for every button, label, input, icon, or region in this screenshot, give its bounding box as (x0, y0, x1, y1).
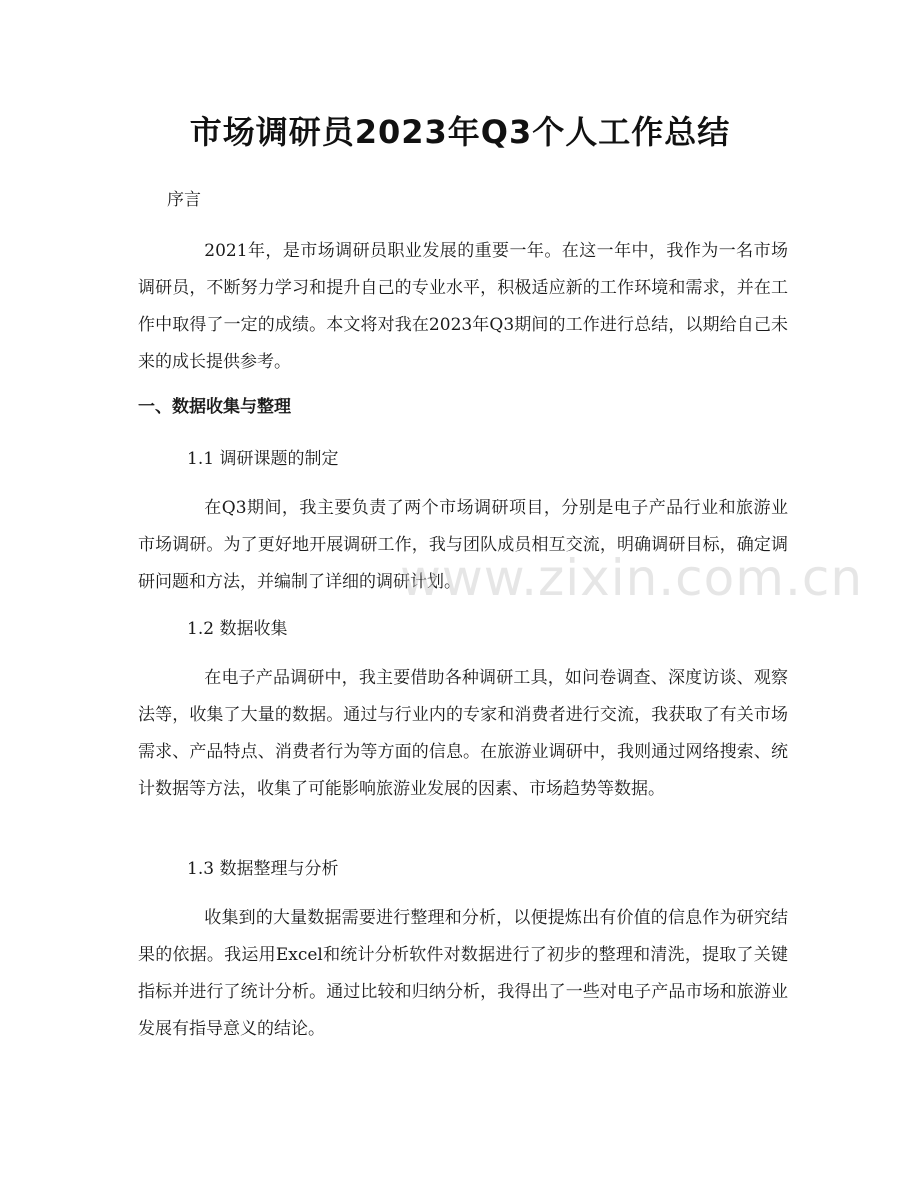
watermark-text: www.zixin.com.cn (400, 549, 864, 607)
subsection-paragraph-1-1: 在Q3期间，我主要负责了两个市场调研项目，分别是电子产品行业和旅游业市场调研。为了更好地开展调研工作，我与团队成员相互交流，明确调研目标，确定调研问题和方法，并编制了详细的调研计划。 (138, 498, 788, 592)
preface-paragraph: 2021年，是市场调研员职业发展的重要一年。在这一年中，我作为一名市场调研员，不断努力学习和提升自己的专业水平，积极适应新的工作环境和需求，并在工作中取得了一定的成绩。本文将对我在2023年Q3期间的工作进行总结，以期给自己未来的成长提供参考。 (138, 241, 788, 372)
subsection-heading-1-1: 1.1 调研课题的制定 (187, 449, 339, 469)
section-heading-data-collection: 一、数据收集与整理 (138, 397, 291, 417)
subsection-heading-1-3: 1.3 数据整理与分析 (187, 859, 339, 879)
subsection-heading-1-2: 1.2 数据收集 (187, 619, 288, 639)
preface-label: 序言 (167, 190, 201, 210)
document-title: 市场调研员2023年Q3个人工作总结 (189, 113, 731, 151)
subsection-paragraph-1-3: 收集到的大量数据需要进行整理和分析，以便提炼出有价值的信息作为研究结果的依据。我运用Excel和统计分析软件对数据进行了初步的整理和清洗，提取了关键指标并进行了统计分析。通过比较和归纳分析，我得出了一些对电子产品市场和旅游业发展有指导意义的结论。 (138, 908, 788, 1039)
subsection-paragraph-1-2: 在电子产品调研中，我主要借助各种调研工具，如问卷调查、深度访谈、观察法等，收集了大量的数据。通过与行业内的专家和消费者进行交流，我获取了有关市场需求、产品特点、消费者行为等方面的信息。在旅游业调研中，我则通过网络搜索、统计数据等方法，收集了可能影响旅游业发展的因素、市场趋势等数据。 (138, 668, 788, 799)
